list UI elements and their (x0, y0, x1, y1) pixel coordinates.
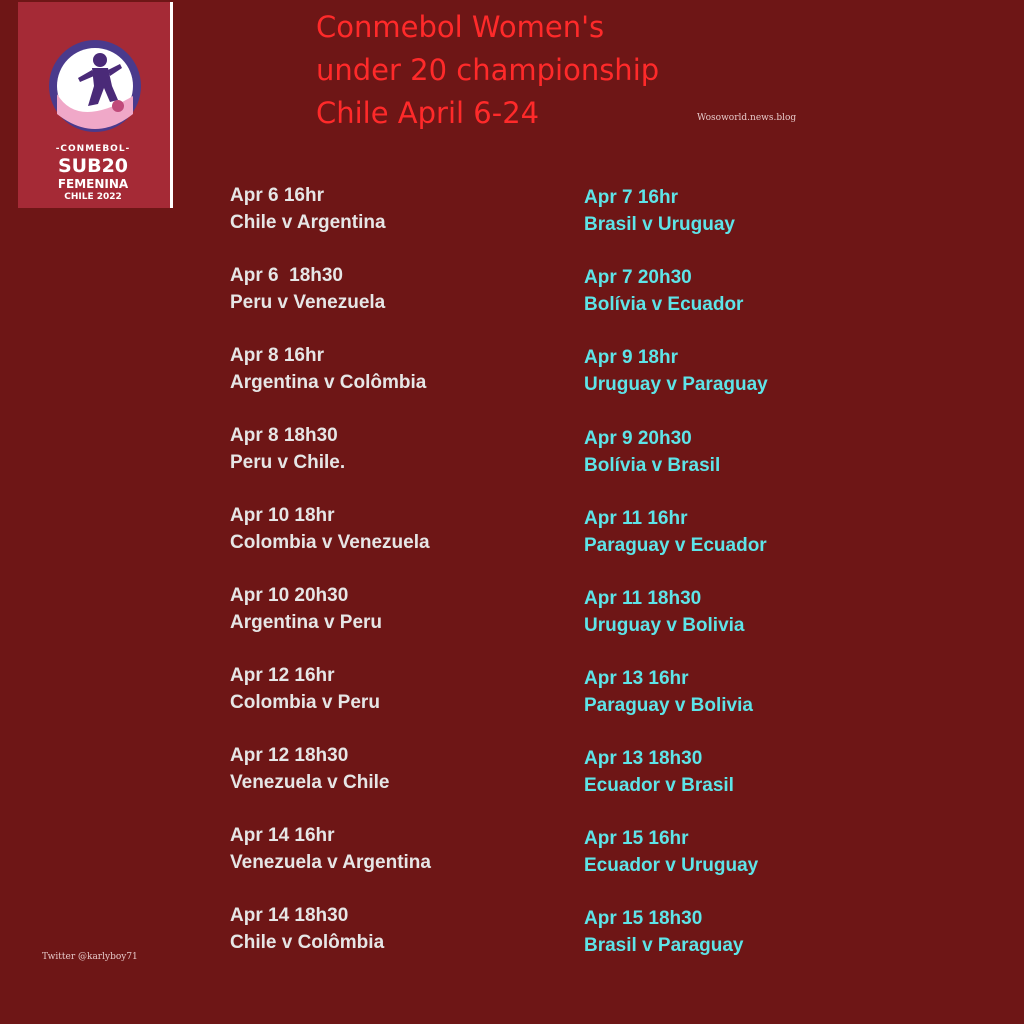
match-teams: Bolívia v Ecuador (584, 294, 744, 315)
match-datetime: Apr 15 16hr (584, 828, 689, 849)
match-teams: Peru v Chile. (230, 452, 346, 473)
match-teams: Chile v Colômbia (230, 932, 385, 953)
match-entry (230, 582, 570, 636)
match-datetime: Apr 10 20h30 (230, 585, 349, 606)
match-entry (584, 825, 924, 879)
match-datetime: Apr 6 16hr (230, 185, 324, 206)
site-watermark: Wosoworld.news.blog (697, 113, 797, 123)
match-teams: Chile v Argentina (230, 212, 386, 233)
match-datetime: Apr 15 18h30 (584, 908, 703, 929)
match-datetime: Apr 13 18h30 (584, 748, 703, 769)
match-entry (230, 902, 570, 956)
match-teams: Argentina v Peru (230, 612, 383, 633)
match-entry (584, 264, 924, 318)
player-emblem-icon (48, 34, 142, 138)
match-teams: Paraguay v Bolivia (584, 695, 753, 716)
match-datetime: Apr 9 18hr (584, 347, 678, 368)
title-line-1: Conmebol Women's (316, 10, 605, 44)
match-teams: Colombia v Peru (230, 692, 380, 713)
match-teams: Brasil v Paraguay (584, 935, 744, 956)
match-datetime: Apr 14 18h30 (230, 905, 349, 926)
match-entry (230, 182, 570, 236)
match-datetime: Apr 13 16hr (584, 668, 689, 689)
match-teams: Peru v Venezuela (230, 292, 386, 313)
match-teams: Paraguay v Ecuador (584, 535, 767, 556)
match-teams: Bolívia v Brasil (584, 455, 721, 476)
logo-conmebol-text: -CONMEBOL- (55, 144, 131, 154)
title-line-3: Chile April 6-24 (316, 96, 540, 130)
match-entry (584, 745, 924, 799)
match-teams: Venezuela v Chile (230, 772, 390, 793)
match-teams: Uruguay v Paraguay (584, 374, 768, 395)
match-entry (584, 585, 924, 639)
match-datetime: Apr 12 16hr (230, 665, 335, 686)
match-entry (584, 505, 924, 559)
match-teams: Ecuador v Brasil (584, 775, 734, 796)
match-entry (584, 665, 924, 719)
tournament-logo (18, 2, 173, 208)
match-datetime: Apr 12 18h30 (230, 745, 349, 766)
match-entry (230, 742, 570, 796)
match-teams: Venezuela v Argentina (230, 852, 431, 873)
page-title (316, 6, 659, 135)
match-datetime: Apr 11 16hr (584, 508, 688, 529)
match-teams: Brasil v Uruguay (584, 214, 735, 235)
match-entry (230, 822, 570, 876)
match-teams: Uruguay v Bolivia (584, 615, 745, 636)
twitter-credit: Twitter @karlyboy71 (42, 952, 138, 962)
match-entry (584, 184, 924, 238)
match-entry (584, 344, 924, 398)
match-teams: Ecuador v Uruguay (584, 855, 759, 876)
match-teams: Colombia v Venezuela (230, 532, 430, 553)
match-datetime: Apr 9 20h30 (584, 428, 692, 449)
match-entry (584, 425, 924, 479)
match-datetime: Apr 7 20h30 (584, 267, 692, 288)
match-entry (584, 905, 924, 959)
match-entry (230, 342, 570, 396)
match-teams: Argentina v Colômbia (230, 372, 427, 393)
match-entry (230, 502, 570, 556)
match-datetime: Apr 11 18h30 (584, 588, 702, 609)
match-entry (230, 262, 570, 316)
title-line-2: under 20 championship (316, 53, 660, 87)
match-datetime: Apr 8 18h30 (230, 425, 338, 446)
logo-chile-2022-text: CHILE 2022 (64, 192, 122, 202)
match-entry (230, 422, 570, 476)
match-datetime: Apr 6 18h30 (230, 265, 343, 286)
match-entry (230, 662, 570, 716)
match-datetime: Apr 10 18hr (230, 505, 335, 526)
match-datetime: Apr 14 16hr (230, 825, 335, 846)
match-datetime: Apr 8 16hr (230, 345, 324, 366)
logo-sub20-text: SUB20 (57, 155, 129, 177)
match-datetime: Apr 7 16hr (584, 187, 678, 208)
logo-femenina-text: FEMENINA (57, 177, 129, 191)
